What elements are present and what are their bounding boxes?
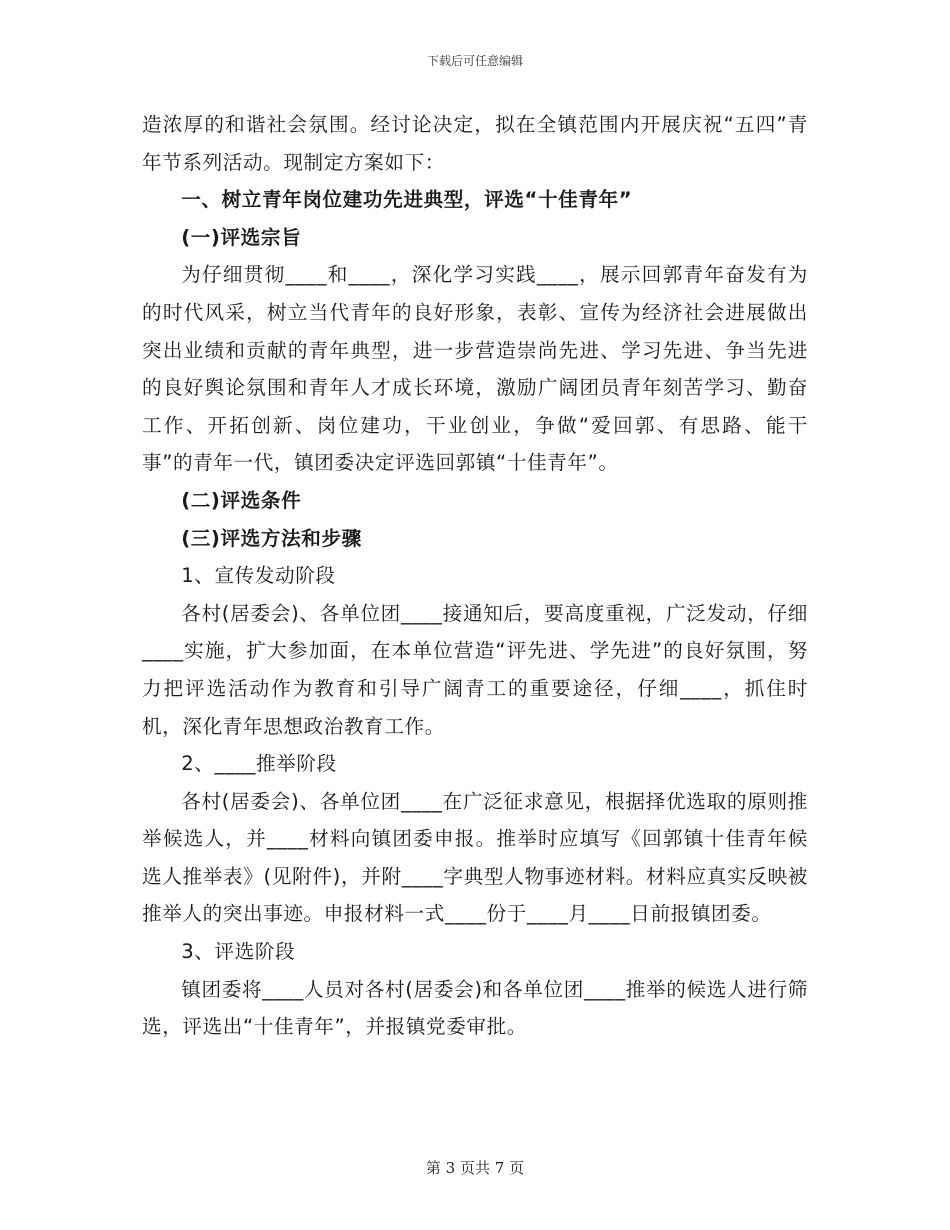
step-heading-3: 3、评选阶段 xyxy=(181,940,296,964)
page-footer: 第 3 页共 7 页 xyxy=(425,1159,525,1177)
subsection-heading-conditions: (二)评选条件 xyxy=(181,488,302,512)
step-heading-1: 1、宣传发动阶段 xyxy=(181,564,336,588)
document-body xyxy=(142,106,808,1046)
paragraph-intro: 造浓厚的和谐社会氛围。经讨论决定，拟在全镇范围内开展庆祝“五四”青年节系列活动。现制定方案如下： xyxy=(142,113,808,174)
section-heading-1: 一、树立青年岗位建功先进典型，评选“十佳青年” xyxy=(181,188,633,212)
paragraph-step-3: 镇团委将____人员对各村(居委会)和各单位团____推举的候选人进行筛选，评选出“十佳青年”，并报镇党委审批。 xyxy=(142,977,808,1039)
paragraph-purpose: 为仔细贯彻____和____，深化学习实践____，展示回郭青年奋发有为的时代风采，树立当代青年的良好形象，表彰、宣传为经济社会进展做出突出业绩和贡献的青年典型，进一步营造崇尚先进、学习先进、争当先进的良好舆论氛围和青年人才成长环境，激励广阔团员青年刻苦学习、勤奋工作、开拓创新、岗位建功，干业创业，争做“爱回郭、有思路、能干事”的青年一代，镇团委决定评选回郭镇“十佳青年”。 xyxy=(142,263,808,475)
subsection-heading-methods: (三)评选方法和步骤 xyxy=(181,526,362,550)
page-header: 下载后可任意编辑 xyxy=(426,54,523,68)
step-heading-2: 2、____推举阶段 xyxy=(181,752,337,776)
paragraph-step-2: 各村(居委会)、各单位团____在广泛征求意见，根据择优选取的原则推举候选人，并____材料向镇团委申报。推举时应填写《回郭镇十佳青年候选人推举表》(见附件)，并附____字典型人物事迹材料。材料应真实反映被推举人的突出事迹。申报材料一式____份于____月____日前报镇团委。 xyxy=(142,789,808,926)
paragraph-step-1: 各村(居委会)、各单位团____接通知后，要高度重视，广泛发动，仔细____实施，扩大参加面，在本单位营造“评先进、学先进”的良好氛围，努力把评选活动作为教育和引导广阔青工的重要途径，仔细____，抓住时机，深化青年思想政治教育工作。 xyxy=(142,601,808,738)
subsection-heading-purpose: (一)评选宗旨 xyxy=(181,225,302,249)
